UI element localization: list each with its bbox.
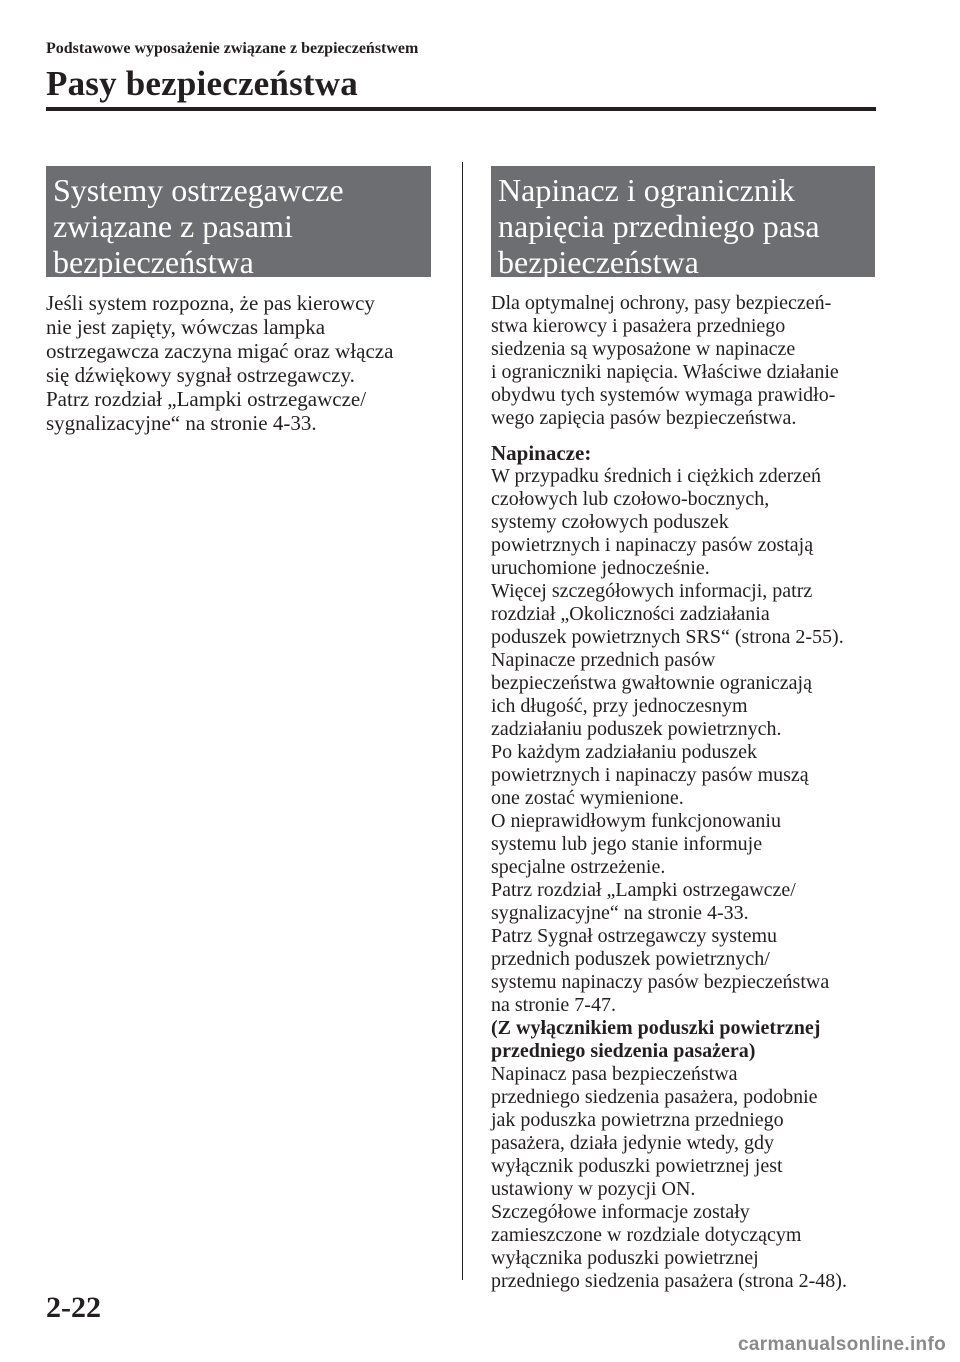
text-line: Szczegółowe informacje zostały (491, 1201, 750, 1223)
text-line: W przypadku średnich i ciężkich zderzeń (491, 465, 822, 487)
right-intro-text (491, 292, 875, 430)
text-line: systemy czołowych poduszek (491, 511, 729, 533)
text-line: pasażera, działa jedynie wtedy, gdy (491, 1132, 775, 1154)
text-line: Patrz rozdział „Lampki ostrzegawcze/ (491, 879, 796, 901)
text-line: stwa kierowcy i pasażera przedniego (491, 315, 786, 337)
text-line: Jeśli system rozpozna, że pas kierowcy (46, 291, 375, 315)
text-line: się dźwiękowy sygnał ostrzegawczy. (46, 363, 355, 387)
text-line: poduszek powietrznych SRS“ (strona 2-55). (491, 626, 844, 648)
text-line: Napinacze przednich pasów (491, 649, 716, 671)
text-line: sygnalizacyjne“ na stronie 4-33. (491, 902, 749, 924)
text-line: powietrznych i napinaczy pasów muszą (491, 764, 809, 786)
text-line: ustawiony w pozycji ON. (491, 1178, 696, 1200)
text-line: O nieprawidłowym funkcjonowaniu (491, 810, 781, 832)
bold-text-line: (Z wyłącznikiem poduszki powietrznej (491, 1017, 821, 1039)
text-line: czołowych lub czołowo-bocznych, (491, 488, 770, 510)
text-line: Napinacz pasa bezpieczeństwa (491, 1063, 738, 1085)
text-line: i ograniczniki napięcia. Właściwe działanie (491, 361, 839, 383)
passenger-switch-subheading (491, 1017, 875, 1063)
text-line: bezpieczeństwa gwałtownie ograniczają (491, 672, 812, 694)
text-line: jak poduszka powietrzna przedniego (491, 1109, 784, 1131)
text-line: wyłącznika poduszki powietrznej (491, 1247, 759, 1269)
text-line: zamieszczone w rozdziale dotyczącym (491, 1224, 802, 1246)
text-line: zadziałaniu poduszek powietrznych. (491, 718, 782, 740)
text-line: na stronie 7-47. (491, 994, 616, 1016)
right-heading-banner (491, 166, 875, 280)
heading-line: związane z pasami (53, 208, 293, 244)
column-divider (462, 162, 463, 1280)
text-line: Patrz Sygnał ostrzegawczy systemu (491, 925, 778, 947)
text-line: rozdział „Okoliczności zadziałania (491, 603, 770, 625)
watermark-text: carmanualsonline.info (738, 1334, 946, 1355)
text-line: ich długość, przy jednoczesnym (491, 695, 748, 717)
text-line: przednich poduszek powietrznych/ (491, 948, 770, 970)
text-line: specjalne ostrzeżenie. (491, 856, 666, 878)
text-line: powietrznych i napinaczy pasów zostają (491, 534, 814, 556)
text-line: sygnalizacyjne“ na stronie 4-33. (46, 411, 317, 435)
bold-text-line: przedniego siedzenia pasażera) (491, 1040, 756, 1062)
page-number: 2-22 (46, 1291, 101, 1324)
right-body-text-1 (491, 465, 875, 1017)
text-line: ostrzegawcza zaczyna migać oraz włącza (46, 339, 394, 363)
text-line: one zostać wymienione. (491, 787, 684, 809)
right-column (491, 166, 875, 1293)
section-header: Podstawowe wyposażenie związane z bezpieczeństwem (46, 40, 419, 57)
text-line: Po każdym zadziałaniu poduszek (491, 741, 758, 763)
text-line: wyłącznik poduszki powietrznej jest (491, 1155, 783, 1177)
text-line: Patrz rozdział „Lampki ostrzegawcze/ (46, 387, 367, 411)
text-line: wego zapięcia pasów bezpieczeństwa. (491, 407, 797, 429)
heading-line: Systemy ostrzegawcze (53, 172, 344, 208)
page-title: Pasy bezpieczeństwa (46, 64, 358, 103)
text-line: obydwu tych systemów wymaga prawidło- (491, 384, 836, 406)
text-line: Więcej szczegółowych informacji, patrz (491, 580, 813, 602)
heading-line: bezpieczeństwa (498, 244, 699, 280)
text-line: systemu lub jego stanie informuje (491, 833, 763, 855)
text-line: nie jest zapięty, wówczas lampka (46, 315, 326, 339)
heading-line: Napinacz i ogranicznik (498, 172, 795, 208)
text-line: siedzenia są wyposażone w napinacze (491, 338, 796, 360)
left-heading-banner (46, 166, 431, 280)
napinacze-subheading: Napinacze: (491, 441, 592, 465)
right-body-text-2 (491, 1063, 875, 1293)
text-line: Dla optymalnej ochrony, pasy bezpieczeń- (491, 292, 832, 314)
text-line: przedniego siedzenia pasażera, podobnie (491, 1086, 818, 1108)
text-line: systemu napinaczy pasów bezpieczeństwa (491, 971, 830, 993)
text-line: przedniego siedzenia pasażera (strona 2-48). (491, 1270, 847, 1292)
header-rule (46, 107, 876, 111)
text-line: uruchomione jednocześnie. (491, 557, 710, 579)
heading-line: napięcia przedniego pasa (498, 208, 820, 244)
heading-line: bezpieczeństwa (53, 244, 254, 280)
left-body-text (46, 291, 431, 435)
left-column (46, 166, 431, 435)
